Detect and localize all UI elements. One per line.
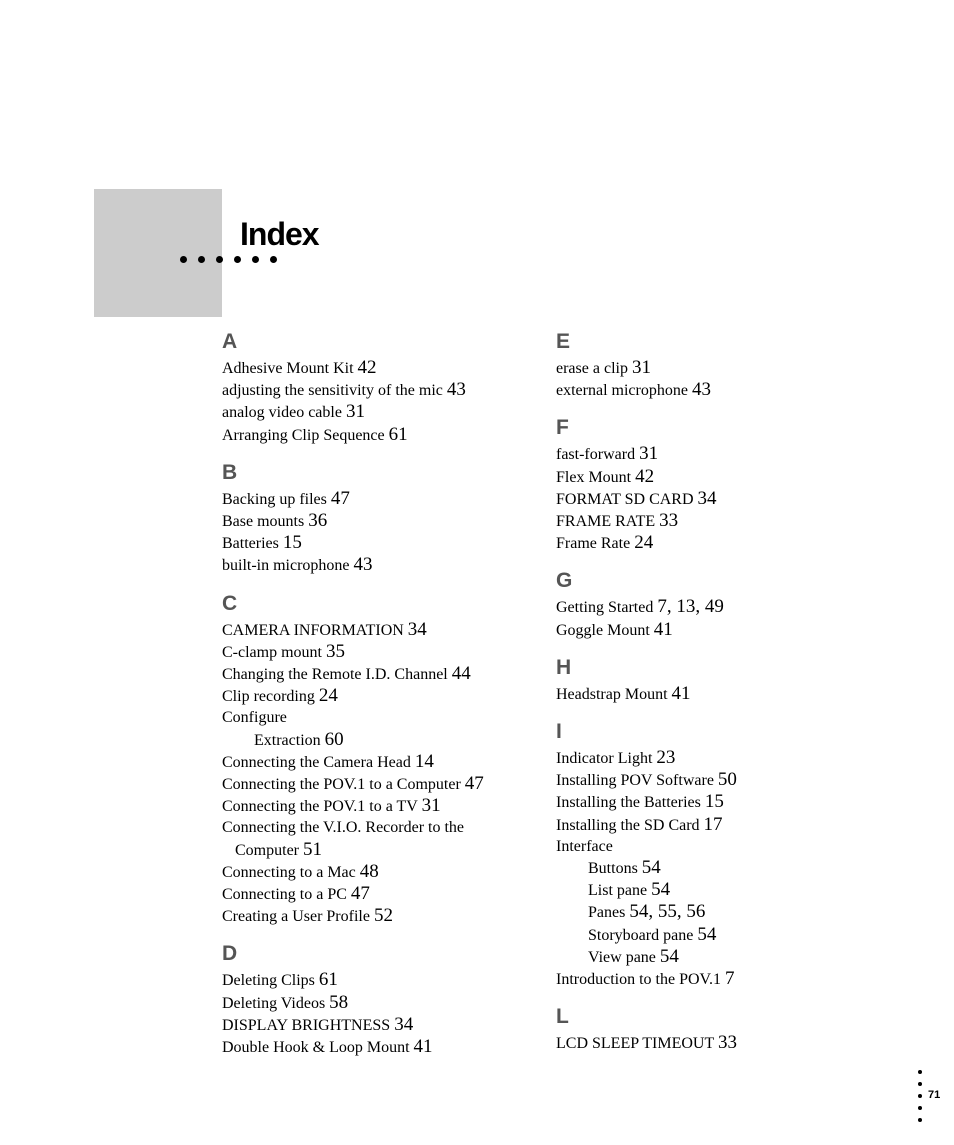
index-entry [222,905,524,927]
index-entry [222,619,524,641]
index-entry [222,554,524,576]
index-entry [556,379,856,401]
entry-page-numbers: 24 [318,685,338,707]
entry-page-numbers: 50 [717,769,737,791]
index-entry [556,596,856,618]
entry-page-numbers: 54 [651,879,671,901]
entry-text: Batteries [222,535,279,553]
index-entry [222,861,524,883]
index-entry [556,683,856,705]
entry-page-numbers: 54 [641,857,661,879]
entry-page-numbers: 54 [697,923,717,945]
entry-continuation [222,839,524,861]
index-entry [556,814,856,836]
entry-text: erase a clip [556,360,628,377]
entry-page-numbers: 60 [324,728,344,750]
entry-text: Introduction to the POV.1 [556,971,722,989]
page-title: Index [240,216,319,252]
index-entry [222,641,524,663]
entry-page-numbers: 43 [353,554,373,576]
entry-text: FRAME RATE [556,513,656,531]
entry-text: analog video cable [222,404,342,422]
index-entry [556,619,856,641]
entry-text-continued: Computer [235,841,299,859]
entry-page-numbers: 48 [359,860,379,882]
index-subentry [222,729,524,751]
entry-page-numbers: 31 [639,443,659,465]
entry-text: Flex Mount [556,468,632,486]
entry-text: Installing POV Software [556,772,714,790]
index-entry [222,488,524,510]
entry-page-numbers: 54, 55, 56 [629,901,706,923]
section-letter: H [556,655,572,679]
entry-page-numbers: 34 [697,487,717,509]
index-entry [556,1032,856,1054]
entry-page-numbers: 41 [671,682,691,704]
entry-text: Storyboard pane [588,926,694,944]
index-entry [222,424,524,446]
entry-page-numbers: 54 [659,945,679,967]
entry-page-numbers: 47 [350,883,370,905]
entry-page-numbers: 58 [329,991,349,1013]
index-entry [222,707,524,728]
entry-text: Frame Rate [556,535,631,553]
entry-text: Connecting the POV.1 to a TV [222,798,418,816]
index-entry [222,969,524,991]
entry-text: List pane [588,882,648,900]
entry-page-numbers: 47 [330,487,350,509]
index-section [556,416,856,554]
title-decoration-box [94,189,222,317]
index-entry [556,443,856,465]
index-entry [222,379,524,401]
index-entry [556,466,856,488]
entry-page-numbers: 7, 13, 49 [657,596,724,618]
index-section [222,330,524,446]
index-entry [222,751,524,773]
entry-text: adjusting the sensitivity of the mic [222,382,443,400]
entry-text: built-in microphone [222,557,350,575]
entry-page-numbers: 31 [345,401,365,423]
entry-page-numbers: 43 [446,379,466,401]
entry-text: fast-forward [556,446,636,464]
index-entry [222,817,524,860]
index-subentry [556,946,856,968]
entry-text: CAMERA INFORMATION [222,621,404,639]
entry-page-numbers: 47 [464,773,484,795]
index-entry [556,836,856,857]
entry-page-numbers: 51 [303,838,322,860]
index-entry [556,747,856,769]
section-letter: A [222,330,238,353]
entry-text: Connecting the V.I.O. Recorder to the [222,819,465,837]
index-section [222,461,524,577]
section-letter: D [222,942,238,966]
index-entry [556,968,856,990]
entry-text: Installing the Batteries [556,794,701,812]
entry-text: Connecting to a PC [222,886,347,904]
entry-page-numbers: 44 [451,663,471,685]
index-entry [222,1036,524,1058]
index-entry [222,883,524,905]
entry-page-numbers: 7 [725,968,735,990]
entry-text: Creating a User Profile [222,908,370,926]
entry-text: Deleting Videos [222,994,326,1012]
section-letter: I [556,720,562,744]
entry-page-numbers: 15 [704,791,724,813]
index-section [222,592,524,928]
index-section [222,942,524,1058]
entry-page-numbers: 24 [634,532,654,554]
entry-text: Buttons [588,860,638,878]
entry-page-numbers: 34 [407,618,427,640]
index-entry [222,1014,524,1036]
entry-text: Arranging Clip Sequence [222,426,385,444]
entry-page-numbers: 42 [635,465,655,487]
section-letter: G [556,569,573,593]
entry-page-numbers: 31 [421,795,441,817]
index-section [556,569,856,640]
index-entry [556,791,856,813]
index-entry [222,992,524,1014]
index-subentry [556,857,856,879]
index-entry [556,532,856,554]
index-entry [222,510,524,532]
entry-page-numbers: 42 [357,357,377,378]
index-entry [556,357,856,379]
entry-page-numbers: 17 [703,813,723,835]
index-entry [222,401,524,423]
section-letter: B [222,460,238,484]
entry-text: external microphone [556,382,688,400]
index-entry [556,510,856,532]
entry-text: Deleting Clips [222,972,315,990]
entry-page-numbers: 61 [318,969,338,991]
page-folio [918,1070,948,1132]
entry-text: Getting Started [556,599,654,617]
section-letter: F [556,416,569,440]
entry-page-numbers: 15 [282,532,302,554]
index-entry [222,795,524,817]
index-section [556,330,856,401]
entry-text: Installing the SD Card [556,816,700,834]
entry-text: Headstrap Mount [556,685,668,703]
index-entry [222,357,524,379]
section-letter: E [556,330,571,353]
entry-page-numbers: 34 [394,1013,414,1035]
title-dots-decoration [180,256,288,268]
entry-text: Clip recording [222,688,315,706]
entry-text: Connecting the Camera Head [222,753,411,771]
entry-page-numbers: 36 [308,510,328,532]
index-subentry [556,901,856,923]
entry-text: Backing up files [222,490,327,508]
index-entry [556,488,856,510]
index-entry [222,532,524,554]
index-entry [222,663,524,685]
index-section [556,720,856,990]
page-number: 71 [928,1089,941,1101]
entry-page-numbers: 14 [414,750,434,772]
index-subentry [556,879,856,901]
entry-text: Indicator Light [556,750,653,768]
entry-page-numbers: 23 [656,747,676,769]
entry-text: Interface [556,837,613,855]
entry-page-numbers: 35 [325,640,345,662]
entry-page-numbers: 61 [388,423,408,445]
entry-page-numbers: 33 [717,1032,737,1054]
entry-text: FORMAT SD CARD [556,490,694,508]
entry-text: Connecting to a Mac [222,863,356,881]
entry-text: Changing the Remote I.D. Channel [222,666,448,684]
entry-page-numbers: 41 [413,1036,433,1058]
section-letter: C [222,591,238,615]
entry-text: C-clamp mount [222,643,322,661]
entry-text: Configure [222,709,287,727]
entry-page-numbers: 43 [691,379,711,401]
index-entry [556,769,856,791]
entry-text: DISPLAY BRIGHTNESS [222,1016,391,1034]
index-subentry [556,924,856,946]
entry-page-numbers: 41 [653,618,673,640]
entry-page-numbers: 52 [373,905,393,927]
index-section [556,656,856,705]
entry-text: LCD SLEEP TIMEOUT [556,1035,714,1053]
folio-dots-decoration [918,1070,923,1130]
entry-page-numbers: 31 [631,357,651,378]
section-letter: L [556,1005,569,1029]
index-section [556,1005,856,1054]
entry-text: Double Hook & Loop Mount [222,1039,410,1057]
entry-text: View pane [588,948,656,966]
entry-text: Connecting the POV.1 to a Computer [222,776,461,794]
index-entry [222,773,524,795]
entry-text: Adhesive Mount Kit [222,360,354,377]
entry-text: Extraction [254,731,321,749]
entry-text: Panes [588,904,626,922]
entry-text: Goggle Mount [556,621,650,639]
entry-text: Base mounts [222,513,305,531]
entry-page-numbers: 33 [659,510,679,532]
index-entry [222,685,524,707]
index-column-left [222,330,524,1058]
index-column-right [556,330,856,1054]
